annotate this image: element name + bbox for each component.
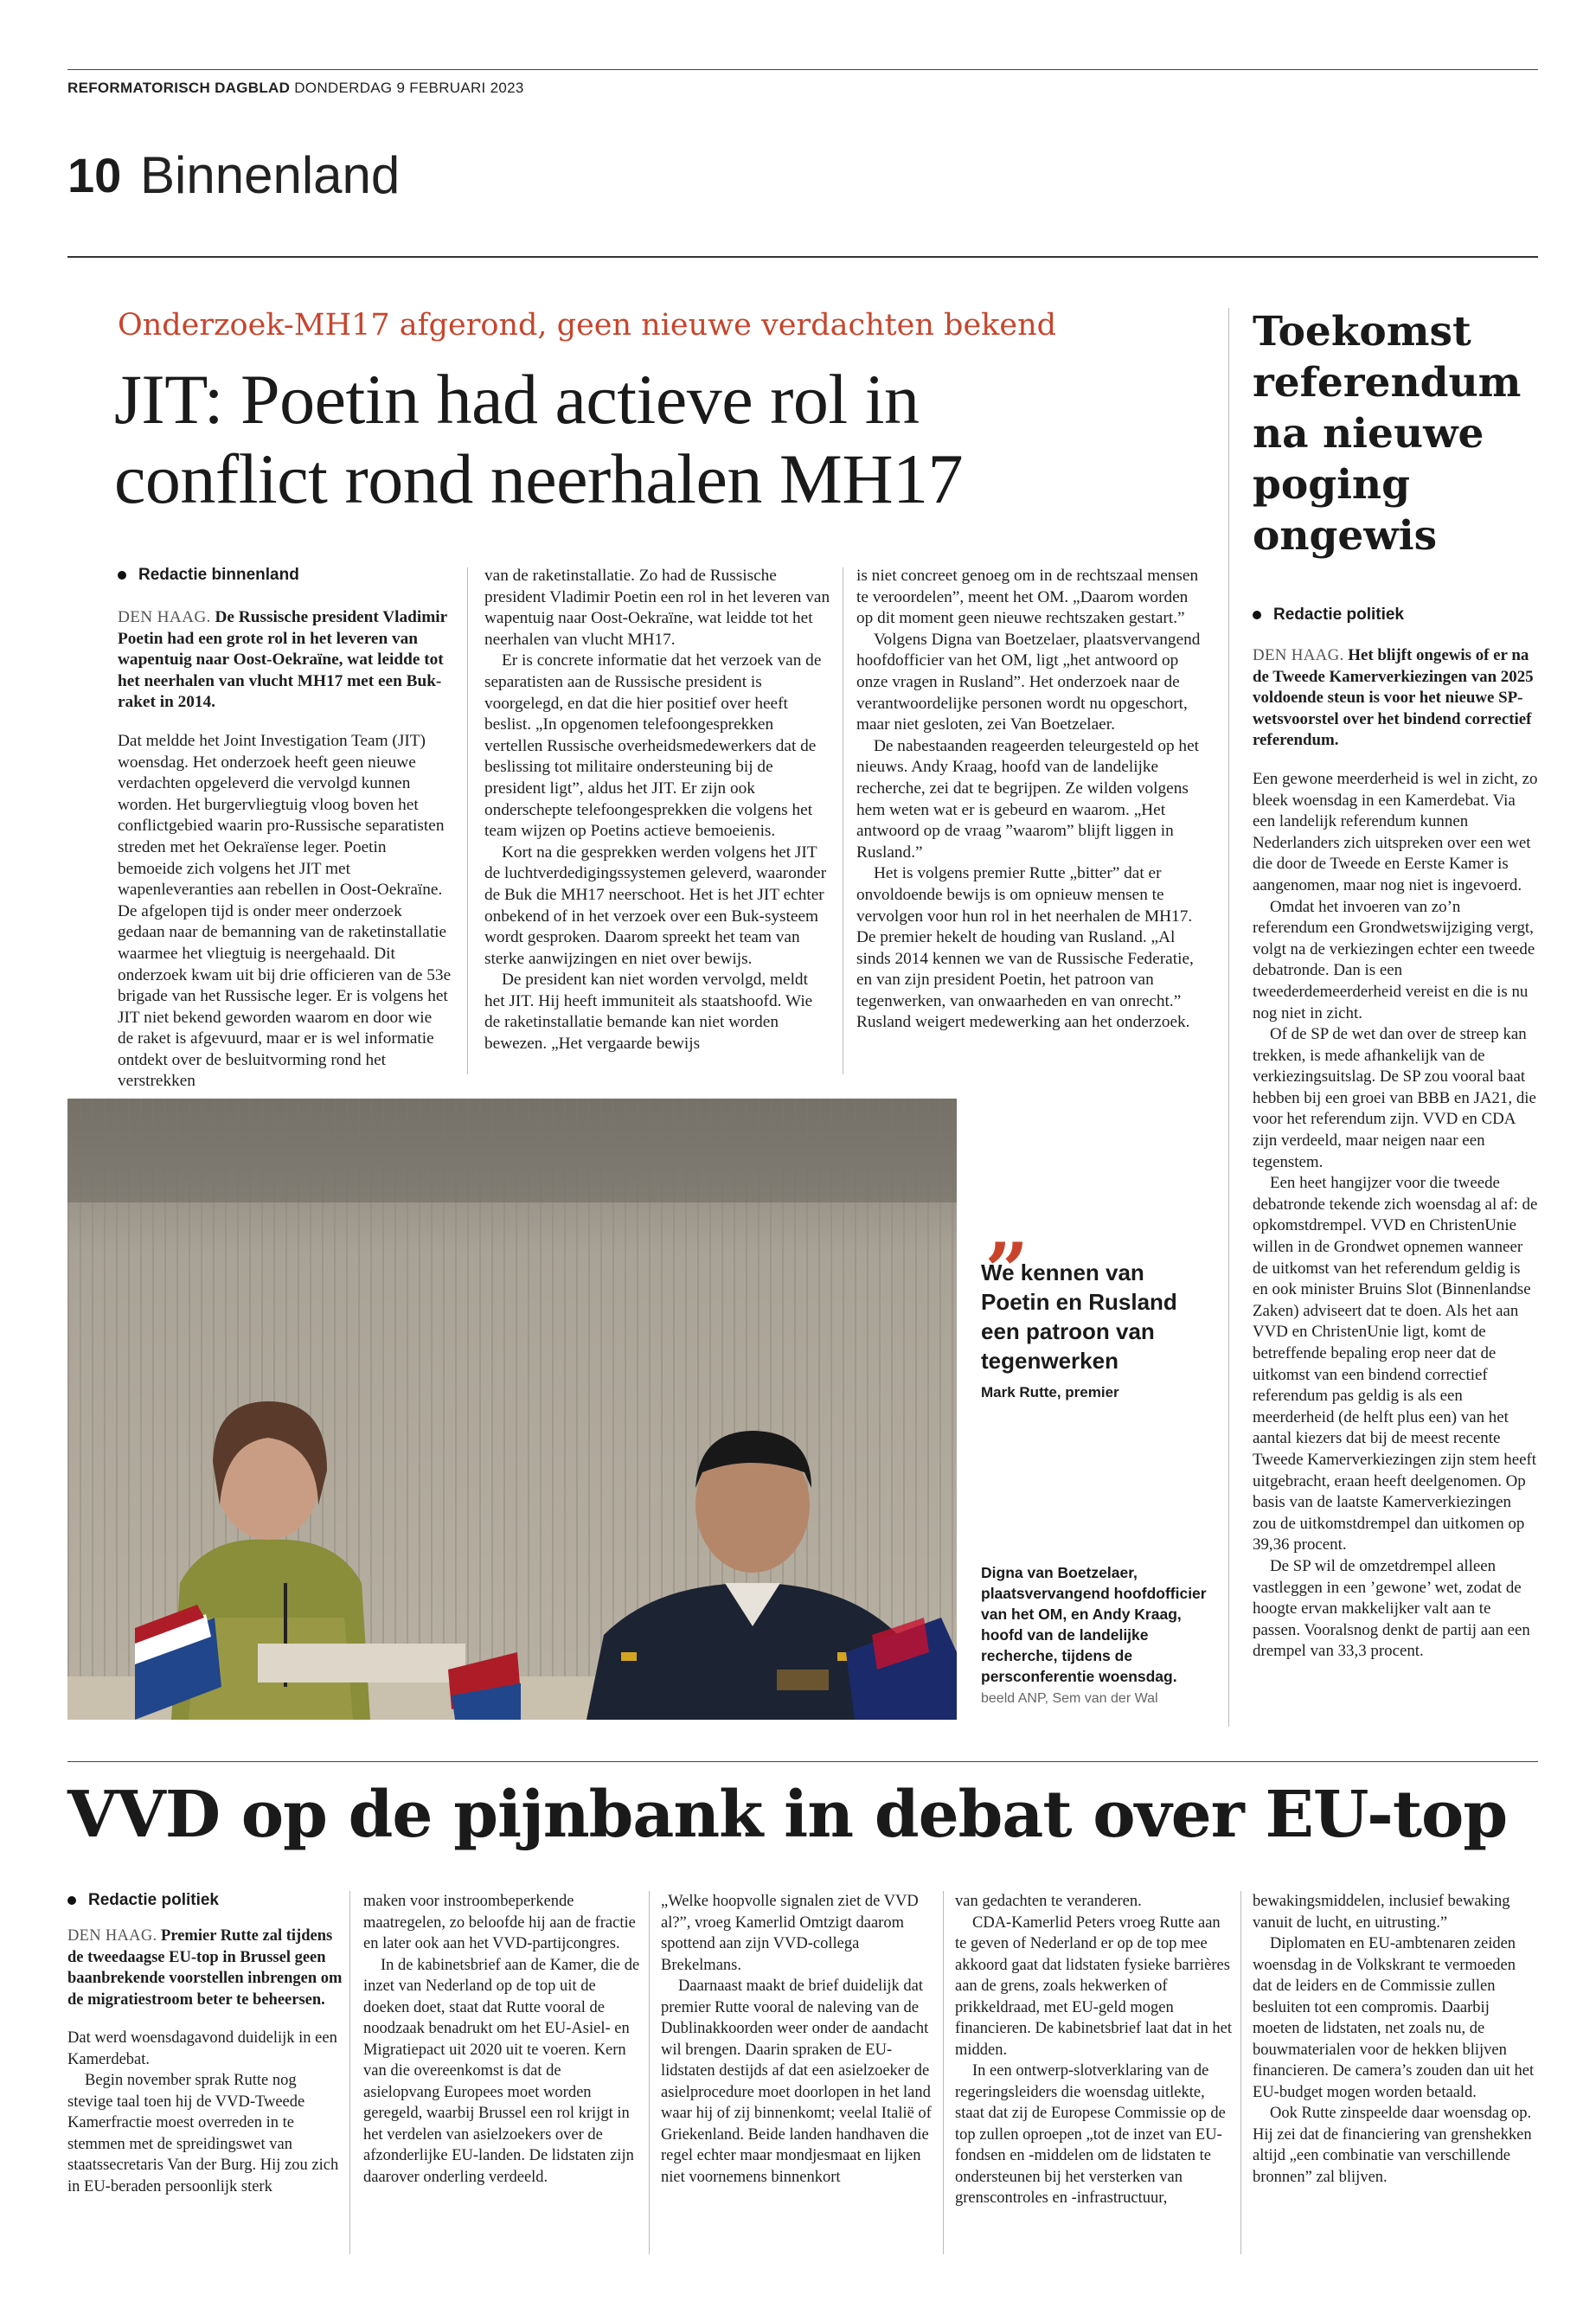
paragraph: Begin november sprak Rutte nog stevige taal toen hij de VVD-Tweede Kamerfractie moest overreden in te stemmen met de spreidingswet van staatssecretaris Van der Burg. Hij zou zich in EU-beraden persoonlijk sterk <box>67 2072 339 2195</box>
column-rule <box>349 1891 350 2254</box>
paragraph: Een heet hangijzer voor die tweede debatronde tekende zich woensdag al af: de opkomstdrempel. VVD en ChristenUnie willen in de Grondwet opnemen wanneer de uitkomst van het referendum geldig is en ook minister Bruins Slot (Binnenlandse Zaken) adviseert dat te doen. Als het aan VVD en ChristenUnie ligt, komt de betreffende bepaling erop neer dat de uitkomst van een bindend correctief referendum pas geldig is als een meerderheid (de helft plus een) van het aantal kiezers dat bij de meest recente Tweede Kamerverkiezingen zijn stem heeft uitgebracht, eraan heeft deelgenomen. Op basis van de laatste Kamerverkiezingen zou de uitkomstdrempel dan uitkomen op 39,36 procent. <box>1253 1174 1538 1554</box>
quote-mark-icon: „ <box>986 1182 1030 1272</box>
dateline: DEN HAAG. <box>1253 646 1344 664</box>
paragraph: De SP wil de omzetdrempel alleen vastleggen in een ’gewone’ wet, zodat de hoogte ervan makkelijker valt aan te passen. Vooralsnog denkt de partij aan een drempel van 33,3 procent. <box>1253 1556 1530 1661</box>
main-column-3 <box>856 566 1202 1034</box>
paragraph: Dat werd woensdagavond duidelijk in een Kamerdebat. <box>67 2029 337 2068</box>
press-conference-photo <box>67 1099 957 1720</box>
paragraph: Omdat het invoeren van zo’n referendum een Grondwetswijziging vergt, volgt na de verkiezingen echter een tweede debatronde. Dan is een tweederdemeerderheid vereist en die is nu nog niet in zicht. <box>1253 897 1535 1022</box>
paragraph: Diplomaten en EU-ambtenaren zeiden woensdag in de Volkskrant te vermoeden dat de leiders en de Commissie zullen besluiten tot een compromis. Daarbij moeten de lidstaten, net zoals nu, de bouwmaterialen voor de hekken blijven financieren. De camera’s zouden dan uit het EU-budget mogen worden betaald. <box>1253 1935 1535 2101</box>
pull-quote-source: Mark Rutte, premier <box>981 1384 1119 1400</box>
bullet-icon <box>1253 611 1261 619</box>
paragraph: is niet concreet genoeg om in de rechtszaal mensen te veroordelen”, meent het OM. „Daarom worden op dit moment geen nieuwe rechtszaken gestart.” <box>856 567 1199 628</box>
paragraph: „Welke hoopvolle signalen ziet de VVD al?”, vroeg Kamerlid Omtzigt daarom spottend aan zijn VVD-collega Brekelmans. <box>661 1893 919 1974</box>
photo-caption <box>981 1562 1215 1709</box>
pull-quote: We kennen van Poetin en Rusland een patroon van tegenwerken <box>981 1259 1177 1374</box>
issue-date: DONDERDAG 9 FEBRUARI 2023 <box>294 80 524 96</box>
bottom-column-5 <box>1253 1891 1538 2188</box>
section-rule <box>67 256 1538 258</box>
paragraph: Dat meldde het Joint Investigation Team (JIT) woensdag. Het onderzoek heeft geen nieuwe verdachten opgeleverd die vervolgd kunnen worden. Het burgervliegtuig vloog boven het conflictgebied waarin pro-Russische separatisten streden met het Oekraïense leger. Poetin bemoeide zich volgens het JIT met wapenleveranties aan rebellen in Oost-Oekraïne. <box>118 731 445 900</box>
paragraph: bewakingsmiddelen, inclusief bewaking vanuit de lucht, en uitrusting.” <box>1253 1893 1510 1932</box>
bottom-column-3 <box>661 1891 934 2188</box>
bottom-column-4 <box>955 1891 1232 2209</box>
paragraph: Kort na die gesprekken werden volgens het JIT de luchtverdedigingssystemen geleverd, waaronder de Buk die MH17 neerschoot. Het is het JIT echter onbekend of in het verzoek over een Buk-systeem wordt gesproken. Daarom spreekt het team van sterke aanwijzingen en niet over bewijs. <box>484 843 827 968</box>
paragraph: Een gewone meerderheid is wel in zicht, zo bleek woensdag in een Kamerdebat. Via een landelijk referendum kunnen Nederlanders zich uitspreken over een wet die door de Tweede en Eerste Kamer is aangenomen, maar nog niet is ingevoerd. <box>1253 769 1538 894</box>
bullet-icon <box>67 1896 76 1905</box>
side-column <box>1253 645 1538 1663</box>
paragraph: van gedachten te veranderen. <box>955 1893 1142 1910</box>
paragraph: De president kan niet worden vervolgd, meldt het JIT. Hij heeft immuniteit als staatshoofd. Wie de raketinstallatie bemande kan niet worden bewezen. „Het vergaarde bewijs <box>484 971 813 1054</box>
paragraph: Volgens Digna van Boetzelaer, plaatsvervangend hoofdofficier van het OM, ligt „het antwoord op onze vragen in Rusland”. Het onderzoek naar de verantwoordelijke personen wordt nu opgeschort, maar niet gesloten, zei Van Boetzelaer. <box>856 630 1201 734</box>
bullet-icon <box>118 571 126 580</box>
caption-text: Digna van Boetzelaer, plaatsvervangend hoofdofficier van het OM, en Andy Kraag, hoofd van de landelijke recherche, tijdens de persconferentie woensdag. <box>981 1564 1207 1685</box>
paragraph: In de kabinetsbrief aan de Kamer, die de inzet van Nederland op de top uit de doeken doet, staat dat Rutte vooral de noodzaak benadrukt om het EU-Asiel- en Migratiepact uit 2020 uit te voeren. Kern van die overeenkomst is dat de asielopvang Europees moet worden geregeld, waarbij Brussel een rol krijgt in het verdelen van asielzoekers over de afzonderlijke EU-landen. De lidstaten zijn daarover onderling verdeeld. <box>363 1956 640 2186</box>
side-headline: Toekomst referendum na nieuwe poging ongewis <box>1253 308 1522 560</box>
byline-text: Redactie politiek <box>1273 606 1404 624</box>
headline-line-2: conflict rond neerhalen MH17 <box>114 439 964 518</box>
lead-paragraph: Het blijft ongewis of er na de Tweede Kamerverkiezingen van 2025 voldoende steun is voor het nieuwe SP-wetsvoorstel over het bindend correctief referendum. <box>1253 646 1534 750</box>
byline-text: Redactie politiek <box>88 1891 219 1909</box>
dateline: DEN HAAG. <box>118 608 211 626</box>
paragraph: Ook Rutte zinspeelde daar woensdag op. Hij zei dat de financiering van grenshekken altijd „een combinatie van verschillende bronnen” zal blijven. <box>1253 2105 1532 2186</box>
bottom-column-2 <box>363 1891 640 2188</box>
bottom-byline <box>67 1891 219 1910</box>
paragraph: In een ontwerp-slotverklaring van de regeringsleiders die woensdag uitlekte, staat dat zij de Europese Commissie op de top zullen oproepen „tot de inzet van EU-fondsen en -middelen om de lidstaten te ondersteunen bij het versterken van grenscontroles en -infrastructuur, <box>955 2062 1226 2207</box>
main-column-2 <box>484 566 830 1055</box>
bottom-headline: VVD op de pijnbank in debat over EU-top <box>67 1778 1508 1852</box>
paragraph: Daarnaast maakt de brief duidelijk dat premier Rutte vooral de naleving van de Dublinakkoorden weer onder de aandacht wil brengen. Daarin spraken de EU-lidstaten destijds af dat een asielzoeker de asielprocedure moet doorlopen in het land waar hij of zij binnenkomt; veelal Italië of Griekenland. Beide landen handhaven die regel echter maar mondjesmaat en lijken niet voornemens binnenkort <box>661 1977 932 2186</box>
article-kicker: Onderzoek-MH17 afgerond, geen nieuwe verdachten bekend <box>118 308 1057 343</box>
column-rule <box>1240 1891 1241 2254</box>
paragraph: Of de SP de wet dan over de streep kan trekken, is mede afhankelijk van de verkiezingsuitslag. De SP zou vooral baat hebben bij een groei van BBB en JA21, die voor het referendum zijn. VVD en CDA zijn verdeeld, maar neigen naar een tegenstem. <box>1253 1025 1536 1171</box>
byline-text: Redactie binnenland <box>138 566 299 584</box>
page-number: 10 <box>67 148 122 202</box>
photo-credit: beeld ANP, Sem van der Wal <box>981 1691 1158 1706</box>
column-rule <box>467 567 468 1074</box>
paragraph: De nabestaanden reageerden teleurgesteld op het nieuws. Andy Kraag, hoofd van de landelijke recherche, zei dat te begrijpen. Ze wilden volgens hem weten wat er is gebeurd en waarom. „Het antwoord op de vraag ”waarom” blijft liggen in Rusland.” <box>856 736 1199 862</box>
side-column-rule <box>1228 308 1229 1727</box>
main-column-1 <box>118 607 452 1093</box>
masthead <box>67 80 524 97</box>
bottom-column-1 <box>67 1926 343 2197</box>
section-name: Binnenland <box>140 146 401 204</box>
main-byline <box>118 566 299 585</box>
paragraph: van de raketinstallatie. Zo had de Russische president Vladimir Poetin een rol in het leveren van wapentuig naar Oost-Oekraïne, wat leidde tot het neerhalen van vlucht MH17. <box>484 567 830 649</box>
paragraph: De afgelopen tijd is onder meer onderzoek gedaan naar de bemanning van de raketinstallatie waarmee het vliegtuig is neergehaald. Dit onderzoek kwam uit bij drie officieren van de 53e brigade van het Russische leger. Er is volgens het JIT niet bekend geworden waarom en door wie de raket is afgevuurd, maar er is wel informatie ontdekt over de besluitvorming rond het verstrekken <box>118 901 452 1091</box>
side-byline <box>1253 606 1404 625</box>
lead-paragraph: De Russische president Vladimir Poetin had een grote rol in het leveren van wapentuig naar Oost-Oekraïne, wat leidde tot het neerhalen van vlucht MH17 met een Buk-raket in 2014. <box>118 608 447 712</box>
paragraph: Er is concrete informatie dat het verzoek van de separatisten aan de Russische president is voorgelegd, en dat die hier positief over heeft beslist. „In opgenomen telefoongesprekken vertellen Russische overheidsmedewerkers dat de beslissing tot militaire ondersteuning bij de president ligt”, aldus het JIT. Er zijn ook onderschepte telefoongesprekken die volgens het team wijzen op Poetins actieve bemoeienis. <box>484 651 822 841</box>
article-divider <box>67 1761 1538 1762</box>
lead-paragraph: Premier Rutte zal tijdens de tweedaagse EU-top in Brussel geen baanbrekende voorstellen inbrengen om de migratiestroom beter te beheersen. <box>67 1927 343 2009</box>
article-headline <box>114 360 1152 519</box>
headline-line-1: JIT: Poetin had actieve rol in <box>114 360 920 439</box>
dateline: DEN HAAG. <box>67 1927 157 1945</box>
paragraph: maken voor instroombeperkende maatregelen, zo beloofde hij aan de fractie en later ook aan het VVD-partijcongres. <box>363 1893 636 1952</box>
paper-name: REFORMATORISCH DAGBLAD <box>67 80 291 96</box>
column-rule <box>943 1891 944 2254</box>
paragraph: CDA-Kamerlid Peters vroeg Rutte aan te geven of Nederland er op de top mee akkoord gaat dat lidstaten fysieke barrières aan de grens, zoals hekwerken of prikkeldraad, met EU-geld mogen financieren. De kabinetsbrief laat dat in het midden. <box>955 1913 1233 2059</box>
masthead-rule <box>67 69 1538 70</box>
column-rule <box>649 1891 650 2254</box>
paragraph: Het is volgens premier Rutte „bitter” dat er onvoldoende bewijs is om opnieuw mensen te vervolgen voor hun rol in het neerhalen de MH17. De premier hekelt de houding van Rusland. „Al sinds 2014 kennen we van de Russische Federatie, en van zijn president Poetin, het patroon van tegenwerken, van onwaarheden en van onrecht.” Rusland weigert medewerking aan het onderzoek. <box>856 864 1194 1032</box>
